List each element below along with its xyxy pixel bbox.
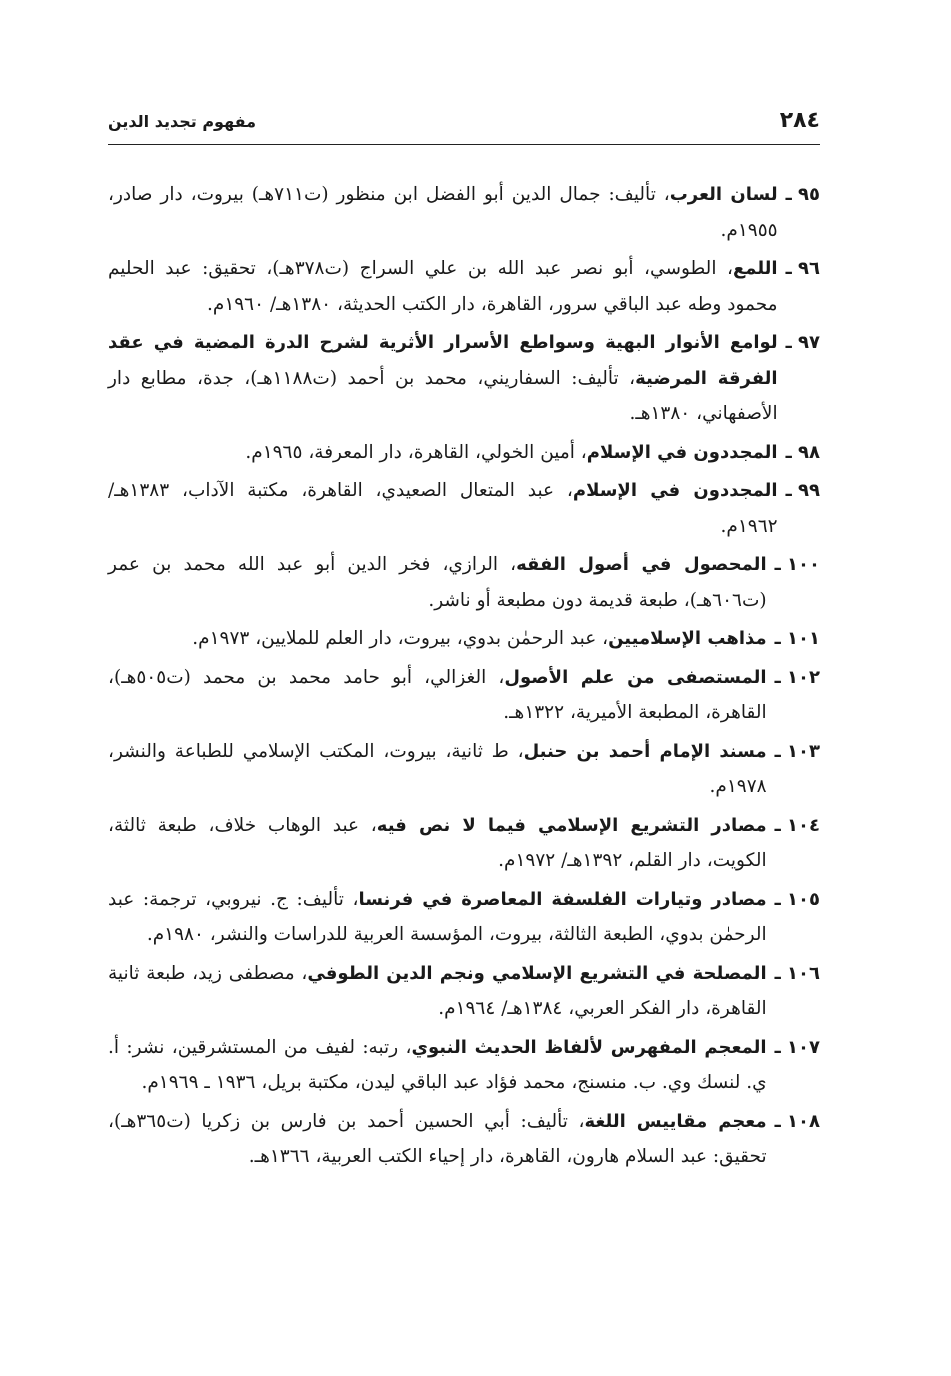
book-title: مفهوم تجديد الدين xyxy=(108,112,257,131)
entry-title: اللمع xyxy=(732,258,778,279)
entry-number: ٩٧ ـ xyxy=(785,332,820,353)
entry-details: ، مصطفى زيد، طبعة ثانية القاهرة، دار الفكر العربي، ١٣٨٤هـ/ ١٩٦٤م. xyxy=(108,962,767,1019)
entry-number: ١٠٣ ـ xyxy=(774,740,820,762)
page-number: ٢٨٤ xyxy=(779,108,820,133)
entry-title: معجم مقاييس اللغة xyxy=(584,1110,767,1132)
entry-title: المستصفى من علم الأصول xyxy=(504,666,767,688)
entry-text xyxy=(108,734,767,805)
entry-title: مصادر وتيارات الفلسفة المعاصرة في فرنسا xyxy=(358,888,767,910)
entry-text xyxy=(108,808,767,879)
entry-number: ٩٥ ـ xyxy=(785,184,820,205)
bibliography-entry xyxy=(108,435,820,471)
entry-details: ، عبد المتعال الصعيدي، القاهرة، مكتبة الآداب، ١٣٨٣هـ/ ١٩٦٢م. xyxy=(108,480,778,537)
entry-title: المعجم المفهرس لألفاظ الحديث النبوي xyxy=(411,1036,767,1058)
entry-text xyxy=(108,1104,767,1175)
entry-number: ٩٩ ـ xyxy=(785,480,820,501)
entry-text xyxy=(108,621,767,657)
entry-number: ١٠١ ـ xyxy=(774,628,820,649)
bibliography-entry xyxy=(108,325,820,432)
entry-details: ، عبد الرحمٰن بدوي، بيروت، دار العلم للملايين، ١٩٧٣م. xyxy=(192,628,609,649)
bibliography-entry xyxy=(108,734,820,805)
entry-details: ، تأليف: جمال الدين أبو الفضل ابن منظور (ت٧١١هـ) بيروت، دار صادر، ١٩٥٥م. xyxy=(108,184,778,241)
bibliography-entry xyxy=(108,956,820,1027)
entry-details: ، الغزالي، أبو حامد محمد بن محمد (ت٥٠٥هـ)، القاهرة، المطبعة الأميرية، ١٣٢٢هـ. xyxy=(108,666,767,723)
entry-number: ١٠٤ ـ xyxy=(774,814,820,836)
entry-title: مذاهب الإسلاميين xyxy=(608,628,767,649)
entry-number: ١٠٧ ـ xyxy=(774,1036,820,1058)
bibliography-entry xyxy=(108,547,820,618)
bibliography-entry xyxy=(108,473,820,544)
entry-title: لوامع الأنوار البهية وسواطع الأسرار الأثرية لشرح الدرة المضية في عقد الفرقة المرضية xyxy=(108,332,778,389)
entry-details: ، تأليف: أبي الحسين أحمد بن فارس بن زكريا (ت٣٦٥هـ)، تحقيق: عبد السلام هارون، القاهرة، دار إحياء الكتب العربية، ١٣٦٦هـ. xyxy=(108,1110,767,1167)
entry-number: ١٠٠ ـ xyxy=(774,554,820,575)
entry-text xyxy=(108,660,767,731)
entry-text xyxy=(108,251,778,322)
entry-details: ، الرازي، فخر الدين أبو عبد الله محمد بن عمر (ت٦٠٦هـ)، طبعة قديمة دون مطبعة أو ناشر. xyxy=(108,554,767,611)
entry-text xyxy=(108,956,767,1027)
entry-details: ، عبد الوهاب خلاف، طبعة ثالثة، الكويت، دار القلم، ١٣٩٢هـ/ ١٩٧٢م. xyxy=(108,814,767,871)
bibliography-list xyxy=(108,177,820,1175)
entry-title: لسان العرب xyxy=(669,184,778,205)
entry-number: ٩٦ ـ xyxy=(785,258,820,279)
bibliography-entry xyxy=(108,621,820,657)
bibliography-entry xyxy=(108,251,820,322)
entry-title: المصلحة في التشريع الإسلامي ونجم الدين الطوفي xyxy=(307,962,767,984)
entry-title: المجددون في الإسلام xyxy=(572,480,778,501)
entry-title: المجددون في الإسلام xyxy=(586,441,778,463)
entry-text xyxy=(108,473,778,544)
bibliography-entry xyxy=(108,882,820,953)
entry-text xyxy=(108,435,778,471)
entry-number: ١٠٢ ـ xyxy=(774,666,820,688)
entry-number: ١٠٦ ـ xyxy=(774,962,820,984)
entry-details: ، أمين الخولي، القاهرة، دار المعرفة، ١٩٦٥م. xyxy=(245,441,587,463)
bibliography-entry xyxy=(108,1104,820,1175)
bibliography-entry xyxy=(108,660,820,731)
entry-number: ٩٨ ـ xyxy=(785,441,820,463)
entry-text xyxy=(108,177,778,248)
bibliography-entry xyxy=(108,177,820,248)
bibliography-entry xyxy=(108,808,820,879)
entry-text xyxy=(108,325,778,432)
entry-details: ، تأليف: السفاريني، محمد بن أحمد (ت١١٨٨هـ)، جدة، مطابع دار الأصفهاني، ١٣٨٠هـ. xyxy=(108,367,778,424)
entry-title: مصادر التشريع الإسلامي فيما لا نص فيه xyxy=(376,814,767,836)
page xyxy=(108,108,820,1178)
bibliography-entry xyxy=(108,1030,820,1101)
entry-text xyxy=(108,882,767,953)
running-header xyxy=(108,108,820,145)
entry-details: ، تأليف: ج. نيروبي، ترجمة: عبد الرحمٰن بدوي، الطبعة الثالثة، بيروت، المؤسسة العربية للدراسات والنشر، ١٩٨٠م. xyxy=(108,888,767,945)
entry-number: ١٠٨ ـ xyxy=(774,1110,820,1132)
entry-title: المحصول في أصول الفقه xyxy=(516,554,767,575)
entry-number: ١٠٥ ـ xyxy=(774,888,820,910)
entry-title: مسند الإمام أحمد بن حنبل xyxy=(523,740,767,762)
entry-details: ، الطوسي، أبو نصر عبد الله بن علي السراج (ت٣٧٨هـ)، تحقيق: عبد الحليم محمود وطه عبد الباقي سرور، القاهرة، دار الكتب الحديثة، ١٣٨٠هـ/ ١٩٦٠م. xyxy=(108,258,778,315)
entry-text xyxy=(108,547,767,618)
entry-details: ، ط ثانية، بيروت، المكتب الإسلامي للطباعة والنشر، ١٩٧٨م. xyxy=(108,740,767,797)
entry-text xyxy=(108,1030,767,1101)
entry-details: ، رتبه: لفيف من المستشرقين، نشر: أ. ي. لنسك وي. ب. منسنج، محمد فؤاد عبد الباقي ليدن، مكتبة بريل، ١٩٣٦ ـ ١٩٦٩م. xyxy=(108,1036,767,1093)
